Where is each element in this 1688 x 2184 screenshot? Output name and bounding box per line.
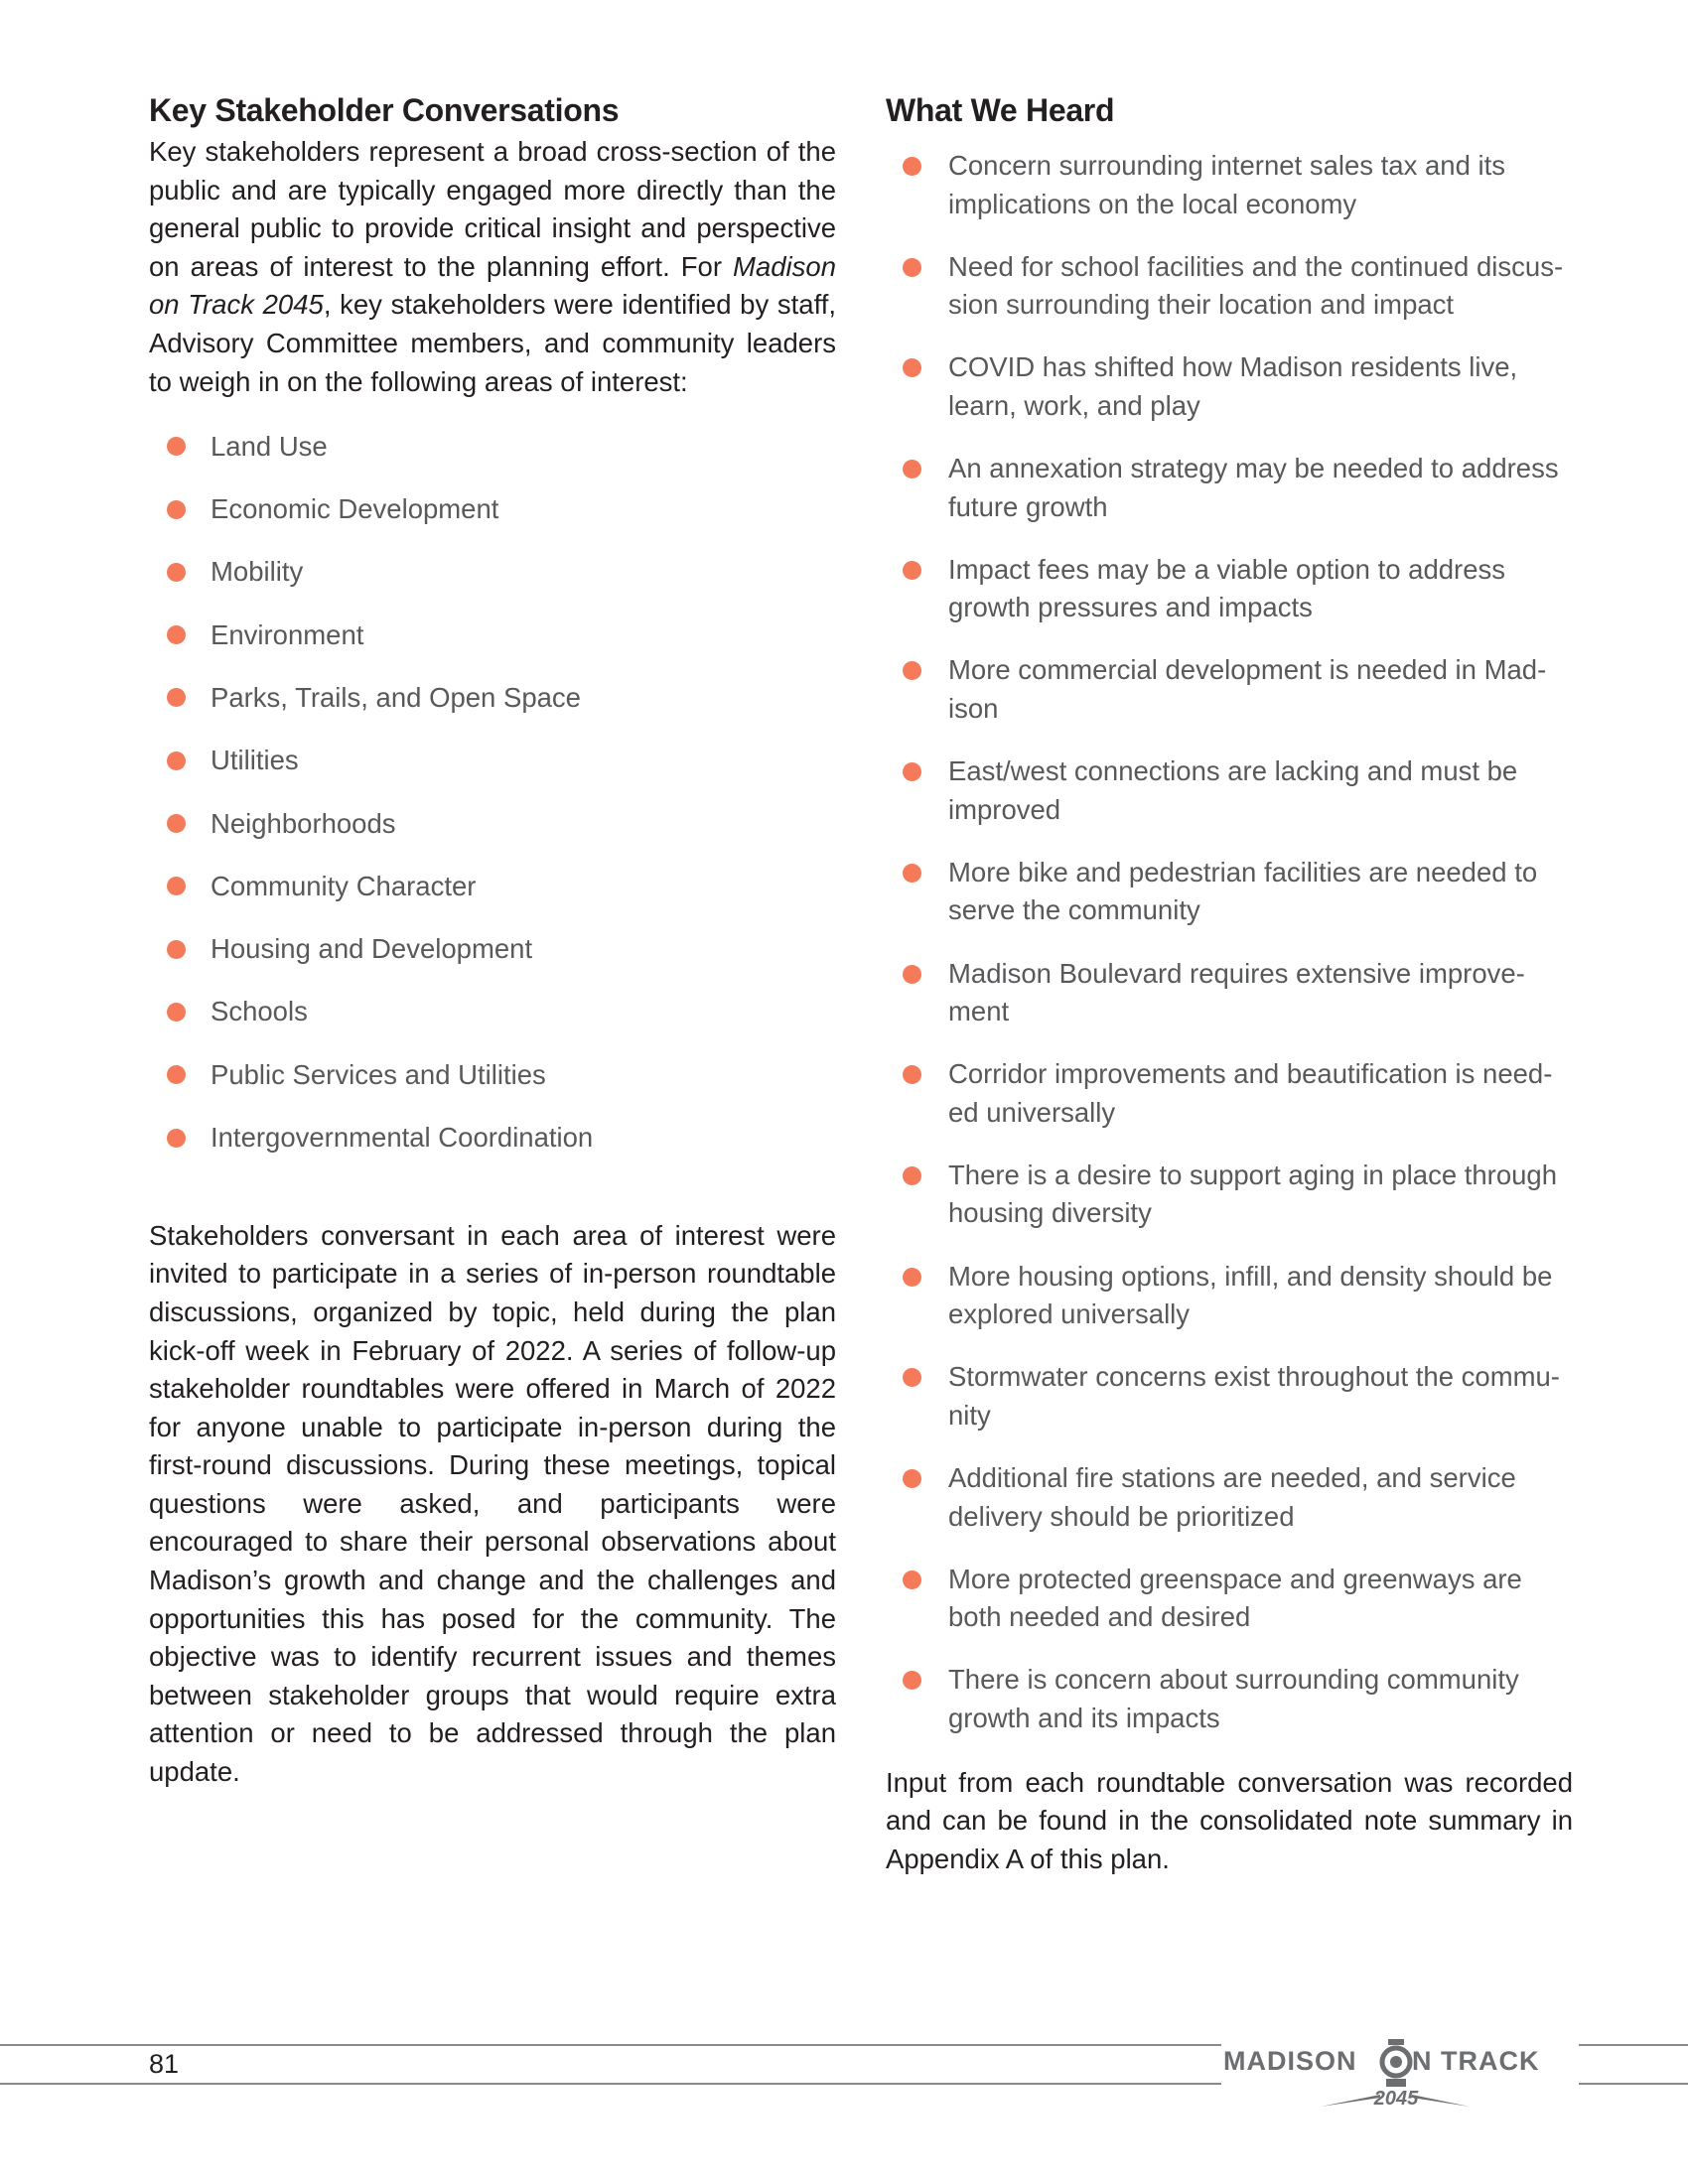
list-item-text: Intergovernmental Coordination: [211, 1122, 594, 1154]
bullet-icon: [167, 1129, 186, 1148]
list-item: [167, 855, 836, 917]
bullet-icon: [167, 751, 186, 770]
list-item-text: Housing and Development: [211, 933, 533, 965]
list-item-text: COVID has shifted how Madison residents live, learn, work, and play: [948, 351, 1518, 421]
list-item-text: Stormwater concerns exist throughout the commu-nity: [948, 1361, 1560, 1431]
bullet-icon: [167, 437, 186, 456]
madison-on-track-logo: [1221, 2037, 1579, 2116]
list-item: [903, 1561, 1573, 1637]
bullet-icon: [903, 1570, 921, 1589]
intro-text: Key stakeholders represent a broad cross-section of the public and are typically engaged more directly than the general public to provide critical insight and perspective on areas of interest to the planning effort. For: [149, 136, 836, 282]
bullet-icon: [167, 1065, 186, 1084]
list-item-text: Land Use: [211, 430, 328, 462]
bullet-icon: [903, 965, 921, 984]
page-number: 81: [149, 2049, 180, 2079]
bullet-icon: [903, 1469, 921, 1488]
list-item: [903, 651, 1573, 728]
bullet-icon: [167, 688, 186, 707]
list-item: [167, 792, 836, 855]
list-item-text: Impact fees may be a viable option to address growth pressures and impacts: [948, 553, 1506, 623]
list-item: [903, 854, 1573, 930]
list-item: [903, 1459, 1573, 1536]
bullet-icon: [903, 762, 921, 781]
bullet-icon: [903, 258, 921, 277]
bullet-icon: [903, 1368, 921, 1387]
bullet-icon: [903, 1166, 921, 1185]
list-item-text: Public Services and Utilities: [211, 1058, 546, 1090]
plan-title: Madison on Track 2045: [149, 250, 836, 321]
list-item-text: More commercial development is needed in Mad-ison: [948, 654, 1547, 725]
bullet-icon: [903, 1671, 921, 1690]
bullet-icon: [167, 563, 186, 582]
list-item-text: There is a desire to support aging in place through housing diversity: [948, 1159, 1558, 1229]
list-item: [903, 1358, 1573, 1434]
list-item-text: East/west connections are lacking and must be improved: [948, 755, 1518, 825]
list-item: [167, 1043, 836, 1106]
section-heading: Key Stakeholder Conversations: [149, 92, 620, 128]
right-column: [886, 87, 1573, 1878]
list-item-text: Neighborhoods: [211, 807, 396, 839]
list-item: [903, 1258, 1573, 1334]
list-item-text: Parks, Trails, and Open Space: [211, 681, 581, 713]
list-item: [167, 541, 836, 604]
bullet-icon: [167, 814, 186, 833]
list-item: [903, 450, 1573, 526]
areas-of-interest-list: [167, 415, 836, 1169]
list-item: [903, 1661, 1573, 1737]
bullet-icon: [903, 358, 921, 377]
intro-paragraph: [149, 133, 836, 401]
list-item: [903, 955, 1573, 1031]
list-item: [903, 752, 1573, 829]
bullet-icon: [903, 157, 921, 176]
list-item: [167, 730, 836, 792]
list-item-text: Additional fire stations are needed, and service delivery should be prioritized: [948, 1461, 1516, 1532]
list-item: [903, 348, 1573, 425]
bullet-icon: [903, 460, 921, 478]
list-item-text: Corridor improvements and beautification is need-ed universally: [948, 1058, 1553, 1128]
list-item-text: Environment: [211, 618, 364, 650]
list-item-text: More housing options, infill, and density should be explored universally: [948, 1260, 1553, 1330]
bullet-icon: [903, 561, 921, 580]
bullet-icon: [903, 1065, 921, 1084]
list-item: [167, 981, 836, 1043]
bullet-icon: [167, 625, 186, 644]
list-item-text: More bike and pedestrian facilities are needed to serve the community: [948, 856, 1538, 926]
list-item: [167, 604, 836, 666]
roundtable-paragraph: Stakeholders conversant in each area of interest were invited to participate in a series of in-person roundtable discussions, organized by topic, held during the plan kick-off week in February of 2022. A series of follow-up stakeholder roundtables were offered in March of 2022 for anyone unable to participate in-person during the first-round discussions. During these meetings, topical questions were asked, and participants were encouraged to share their personal observations about Madison’s growth and change and the challenges and opportunities this has posed for the community. The objective was to identify recurrent issues and themes between stakeholder groups that would require extra attention or need to be addressed through the plan update.: [149, 1219, 836, 1788]
list-item: [167, 478, 836, 540]
bullet-icon: [903, 864, 921, 883]
list-item: [167, 666, 836, 729]
list-item: [903, 248, 1573, 325]
list-item-text: Utilities: [211, 745, 299, 776]
left-column: [149, 87, 836, 1792]
list-item: [903, 551, 1573, 627]
list-item: [903, 147, 1573, 223]
bullet-icon: [167, 940, 186, 959]
bullet-icon: [167, 877, 186, 895]
list-item-text: More protected greenspace and greenways are both needed and desired: [948, 1563, 1522, 1633]
closing-paragraph: Input from each roundtable conversation was recorded and can be found in the consolidated note summary in Appendix A of this plan.: [886, 1766, 1573, 1874]
logo-year: 2045: [1373, 2088, 1419, 2110]
svg-text:N TRACK: N TRACK: [1412, 2046, 1540, 2076]
list-item-text: Economic Development: [211, 493, 499, 525]
list-item: [167, 415, 836, 478]
section-heading: What We Heard: [886, 92, 1115, 128]
list-item-text: Community Character: [211, 870, 477, 901]
intro-text: , key stakeholders were identified by staff, Advisory Committee members, and community leaders to weigh in on the following areas of interest:: [149, 289, 836, 397]
list-item-text: Mobility: [211, 556, 304, 588]
bullet-icon: [167, 1003, 186, 1022]
list-item-text: An annexation strategy may be needed to address future growth: [948, 453, 1559, 522]
bullet-icon: [903, 1268, 921, 1287]
list-item-text: Madison Boulevard requires extensive improve-ment: [948, 957, 1525, 1027]
list-item: [903, 1157, 1573, 1233]
bullet-icon: [903, 661, 921, 680]
list-item-text: Schools: [211, 996, 308, 1027]
list-item: [167, 1106, 836, 1168]
list-item-text: Concern surrounding internet sales tax and its implications on the local economy: [948, 150, 1506, 219]
bullet-icon: [167, 500, 186, 519]
svg-text:MADISON: MADISON: [1223, 2046, 1357, 2076]
list-item: [167, 918, 836, 981]
list-item-text: There is concern about surrounding community growth and its impacts: [948, 1664, 1519, 1733]
list-item: [903, 1055, 1573, 1132]
what-we-heard-list: [903, 147, 1573, 1738]
list-item-text: Need for school facilities and the continued discus-sion surrounding their location and impact: [948, 250, 1564, 321]
